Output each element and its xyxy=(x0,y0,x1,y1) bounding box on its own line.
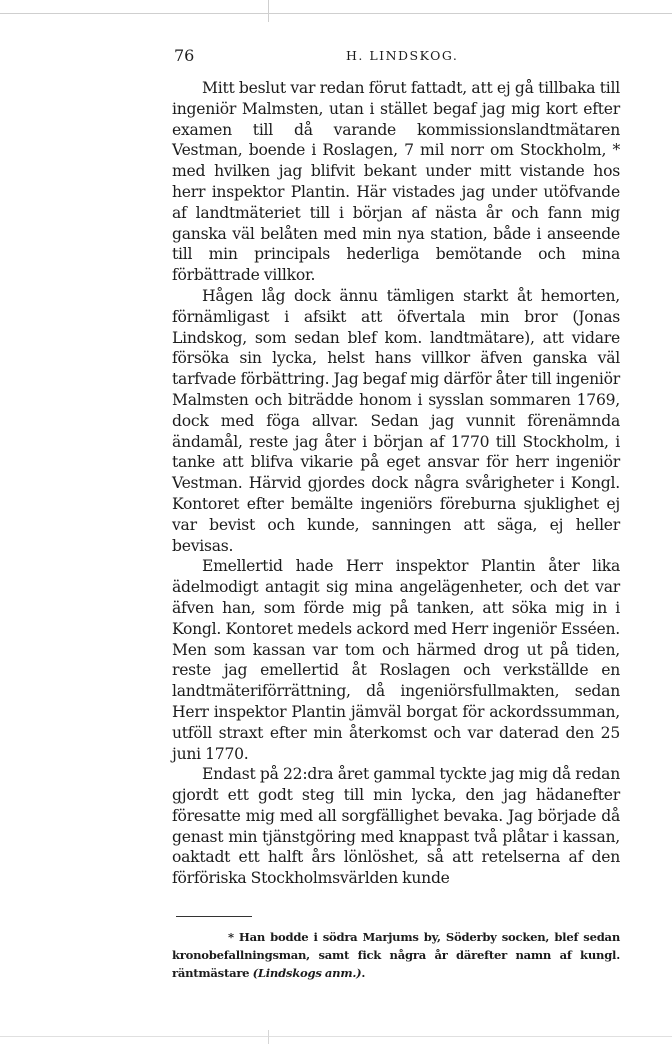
footnote-attribution: (Lindskogs anm.) xyxy=(252,966,362,981)
scan-mark-top xyxy=(268,0,269,22)
paragraph-4: Endast på 22:dra året gammal tyckte jag mig då redan gjordt ett godt steg till min lycka, den jag hädanefter föresatte mig med all sorgfällighet bevaka. Jag började då genast min tjänstgöring med knappast två plåtar i kassan, oaktadt ett halft års lönlöshet, så att retelserna af den förföriska Stockholmsvärlden kunde xyxy=(172,765,620,888)
paragraph-2: Hågen låg dock ännu tämligen starkt åt hemorten, förnämligast i afsikt att öfvertala min bror (Jonas Lindskog, som sedan blef kom. landtmätare), att vidare försöka sin lycka, helst hans villkor äfven ganska väl tarfvade förbättring. Jag begaf mig därför åter till ingeniör Malmsten och biträdde honom i sysslan sommaren 1769, dock med föga allvar. Sedan jag vunnit förenämnda ändamål, reste jag åter i början af 1770 till Stockholm, i tanke att blifva vikarie på eget ansvar för herr ingeniör Vestman. Härvid gjordes dock några svårigheter i Kongl. Kontoret efter bemälte ingeniörs föreburna sjuklighet ej var bevist och kunde, sanningen att säga, ej heller bevisas. xyxy=(172,286,620,555)
paragraph-3: Emellertid hade Herr inspektor Plantin åter lika ädelmodigt antagit sig mina angelägenheter, och det var äfven han, som förde mig på tanken, att söka mig in i Kongl. Kontoret medels ackord med Herr ingeniör Esséen. Men som kassan var tom och härmed drog ut på tiden, reste jag emellertid åt Roslagen och verkställde en landtmäteriförrättning, då ingeniörsfullmakten, sedan Herr inspektor Plantin jämväl borgat för ackordssumman, utföll straxt efter min återkomst och var daterad den 25 juni 1770. xyxy=(172,557,620,763)
footnote-text: * Han bodde i södra Marjums by, Söderby socken, blef sedan kronobefallningsman, samt fick några år därefter namn af kungl. räntmästare xyxy=(172,930,620,981)
page-number: 76 xyxy=(174,46,195,65)
body-text xyxy=(172,78,620,889)
footnote-separator xyxy=(176,916,252,917)
footnote xyxy=(172,928,620,983)
footnote-end: . xyxy=(361,966,366,981)
page-header xyxy=(174,46,620,70)
scan-edge-top xyxy=(0,13,672,14)
scan-mark-bottom xyxy=(268,1030,269,1044)
running-head: H. LINDSKOG. xyxy=(346,48,459,63)
scan-edge-bottom xyxy=(0,1036,672,1037)
paragraph-1: Mitt beslut var redan förut fattadt, att ej gå tillbaka till ingeniör Malmsten, utan i stället begaf jag mig kort efter examen till då varande kommissionslandtmätaren Vestman, boende i Roslagen, 7 mil norr om Stockholm, * med hvilken jag blifvit bekant under mitt vistande hos herr inspektor Plantin. Här vistades jag under utöfvande af landtmäteriet till i början af nästa år och fann mig ganska väl belåten med min nya station, både i anseende till min principals hederliga bemötande och mina förbättrade villkor. xyxy=(172,79,620,285)
